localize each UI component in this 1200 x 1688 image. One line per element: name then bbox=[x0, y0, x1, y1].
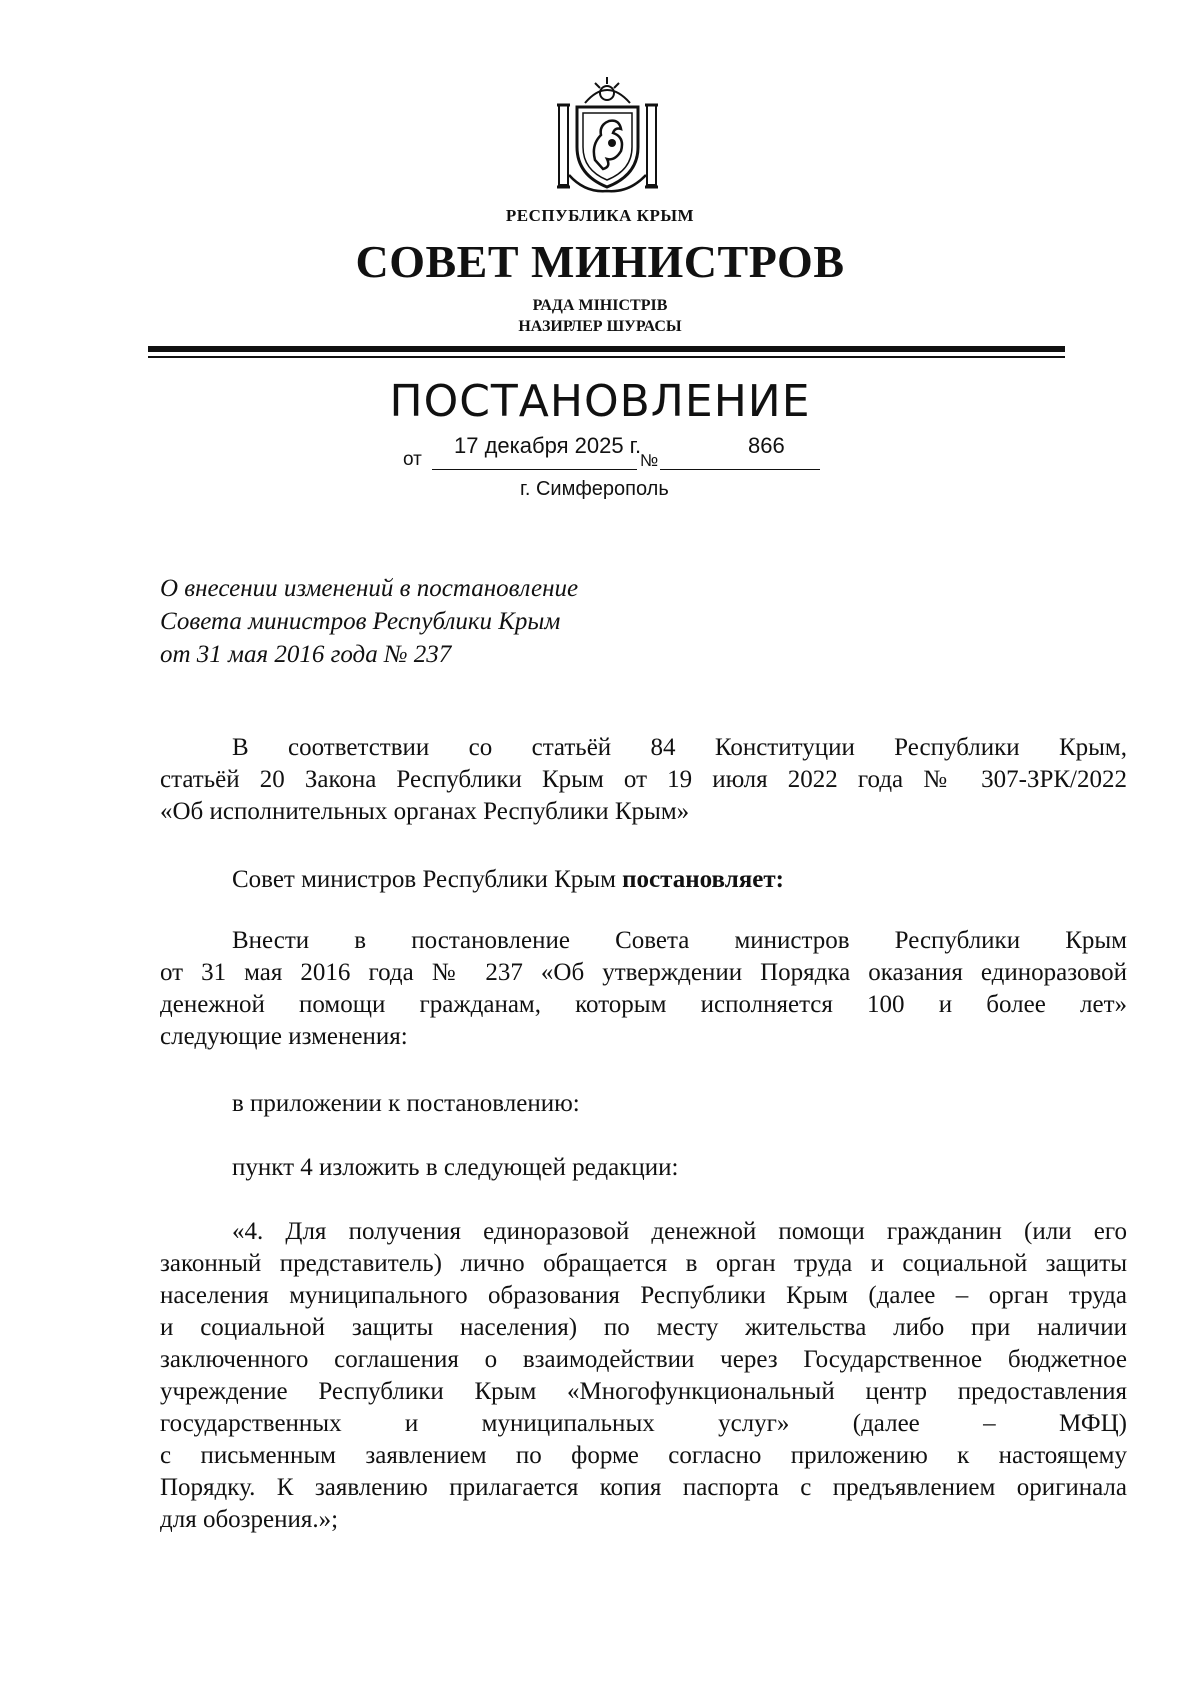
text-line: для обозрения.»; bbox=[160, 1506, 339, 1533]
document-date: 17 декабря 2025 г. bbox=[454, 433, 642, 458]
preamble-paragraph bbox=[160, 732, 1127, 828]
document-type: ПОСТАНОВЛЕНИЕ bbox=[389, 376, 811, 427]
text-line: В соответствии со статьёй 84 Конституции Республики Крым, bbox=[232, 734, 1127, 761]
clause-paragraph: пункт 4 изложить в следующей редакции: bbox=[232, 1154, 679, 1181]
date-underline bbox=[432, 469, 637, 470]
coat-of-arms-icon bbox=[555, 75, 660, 193]
header-rule-thick bbox=[148, 346, 1065, 352]
resolves-verb: постановляет: bbox=[622, 866, 784, 893]
text-line: Внести в постановление Совета министров Республики Крым bbox=[232, 927, 1127, 954]
document-number: 866 bbox=[748, 433, 785, 458]
text-line: «Об исполнительных органах Республики Крым» bbox=[160, 798, 690, 825]
text-line: статьёй 20 Закона Республики Крым от 19 июля 2022 года № 307-ЗРК/2022 bbox=[160, 766, 1127, 793]
amendment-paragraph bbox=[160, 925, 1127, 1053]
text-line: «4. Для получения единоразовой денежной помощи гражданин (или его bbox=[232, 1218, 1127, 1245]
number-sign: № bbox=[640, 451, 659, 470]
text-line: с письменным заявлением по форме согласно приложению к настоящему bbox=[160, 1442, 1127, 1469]
text-line: от 31 мая 2016 года № 237 «Об утверждении Порядка оказания единоразовой bbox=[160, 959, 1127, 986]
date-number-row bbox=[0, 433, 1200, 473]
text-line: и социальной защиты населения) по месту жительства либо при наличии bbox=[160, 1314, 1127, 1341]
council-title-ukrainian: РАДА МІНІСТРІВ bbox=[532, 297, 668, 314]
text-line: государственных и муниципальных услуг» (далее – МФЦ) bbox=[160, 1410, 1127, 1437]
text-line: денежной помощи гражданам, которым исполняется 100 и более лет» bbox=[160, 991, 1127, 1018]
document-city: г. Симферополь bbox=[520, 478, 669, 500]
republic-title: РЕСПУБЛИКА КРЫМ bbox=[505, 206, 695, 225]
council-title: СОВЕТ МИНИСТРОВ bbox=[355, 236, 845, 287]
text-line: законный представитель) лично обращается в орган труда и социальной защиты bbox=[160, 1250, 1127, 1277]
document-subject bbox=[160, 572, 578, 671]
subject-line: О внесении изменений в постановление bbox=[160, 575, 579, 602]
text-line: учреждение Республики Крым «Многофункциональный центр предоставления bbox=[160, 1378, 1127, 1405]
clause-4-text bbox=[160, 1216, 1127, 1536]
resolves-paragraph bbox=[160, 864, 1199, 896]
text-line: Порядку. К заявлению прилагается копия паспорта с предъявлением оригинала bbox=[160, 1474, 1127, 1501]
date-prefix: от bbox=[403, 449, 422, 470]
text-line: следующие изменения: bbox=[160, 1023, 408, 1050]
annex-paragraph: в приложении к постановлению: bbox=[232, 1090, 580, 1117]
subject-line: от 31 мая 2016 года № 237 bbox=[160, 641, 452, 668]
text-line: заключенного соглашения о взаимодействии через Государственное бюджетное bbox=[160, 1346, 1127, 1373]
council-title-crimean-tatar: НАЗИРЛЕР ШУРАСЫ bbox=[518, 318, 682, 335]
header-rule-thin bbox=[148, 356, 1065, 358]
text-line: населения муниципального образования Республики Крым (далее – орган труда bbox=[160, 1282, 1127, 1309]
subject-line: Совета министров Республики Крым bbox=[160, 608, 561, 635]
number-underline bbox=[660, 469, 820, 470]
resolves-text: Совет министров Республики Крым bbox=[232, 866, 623, 893]
